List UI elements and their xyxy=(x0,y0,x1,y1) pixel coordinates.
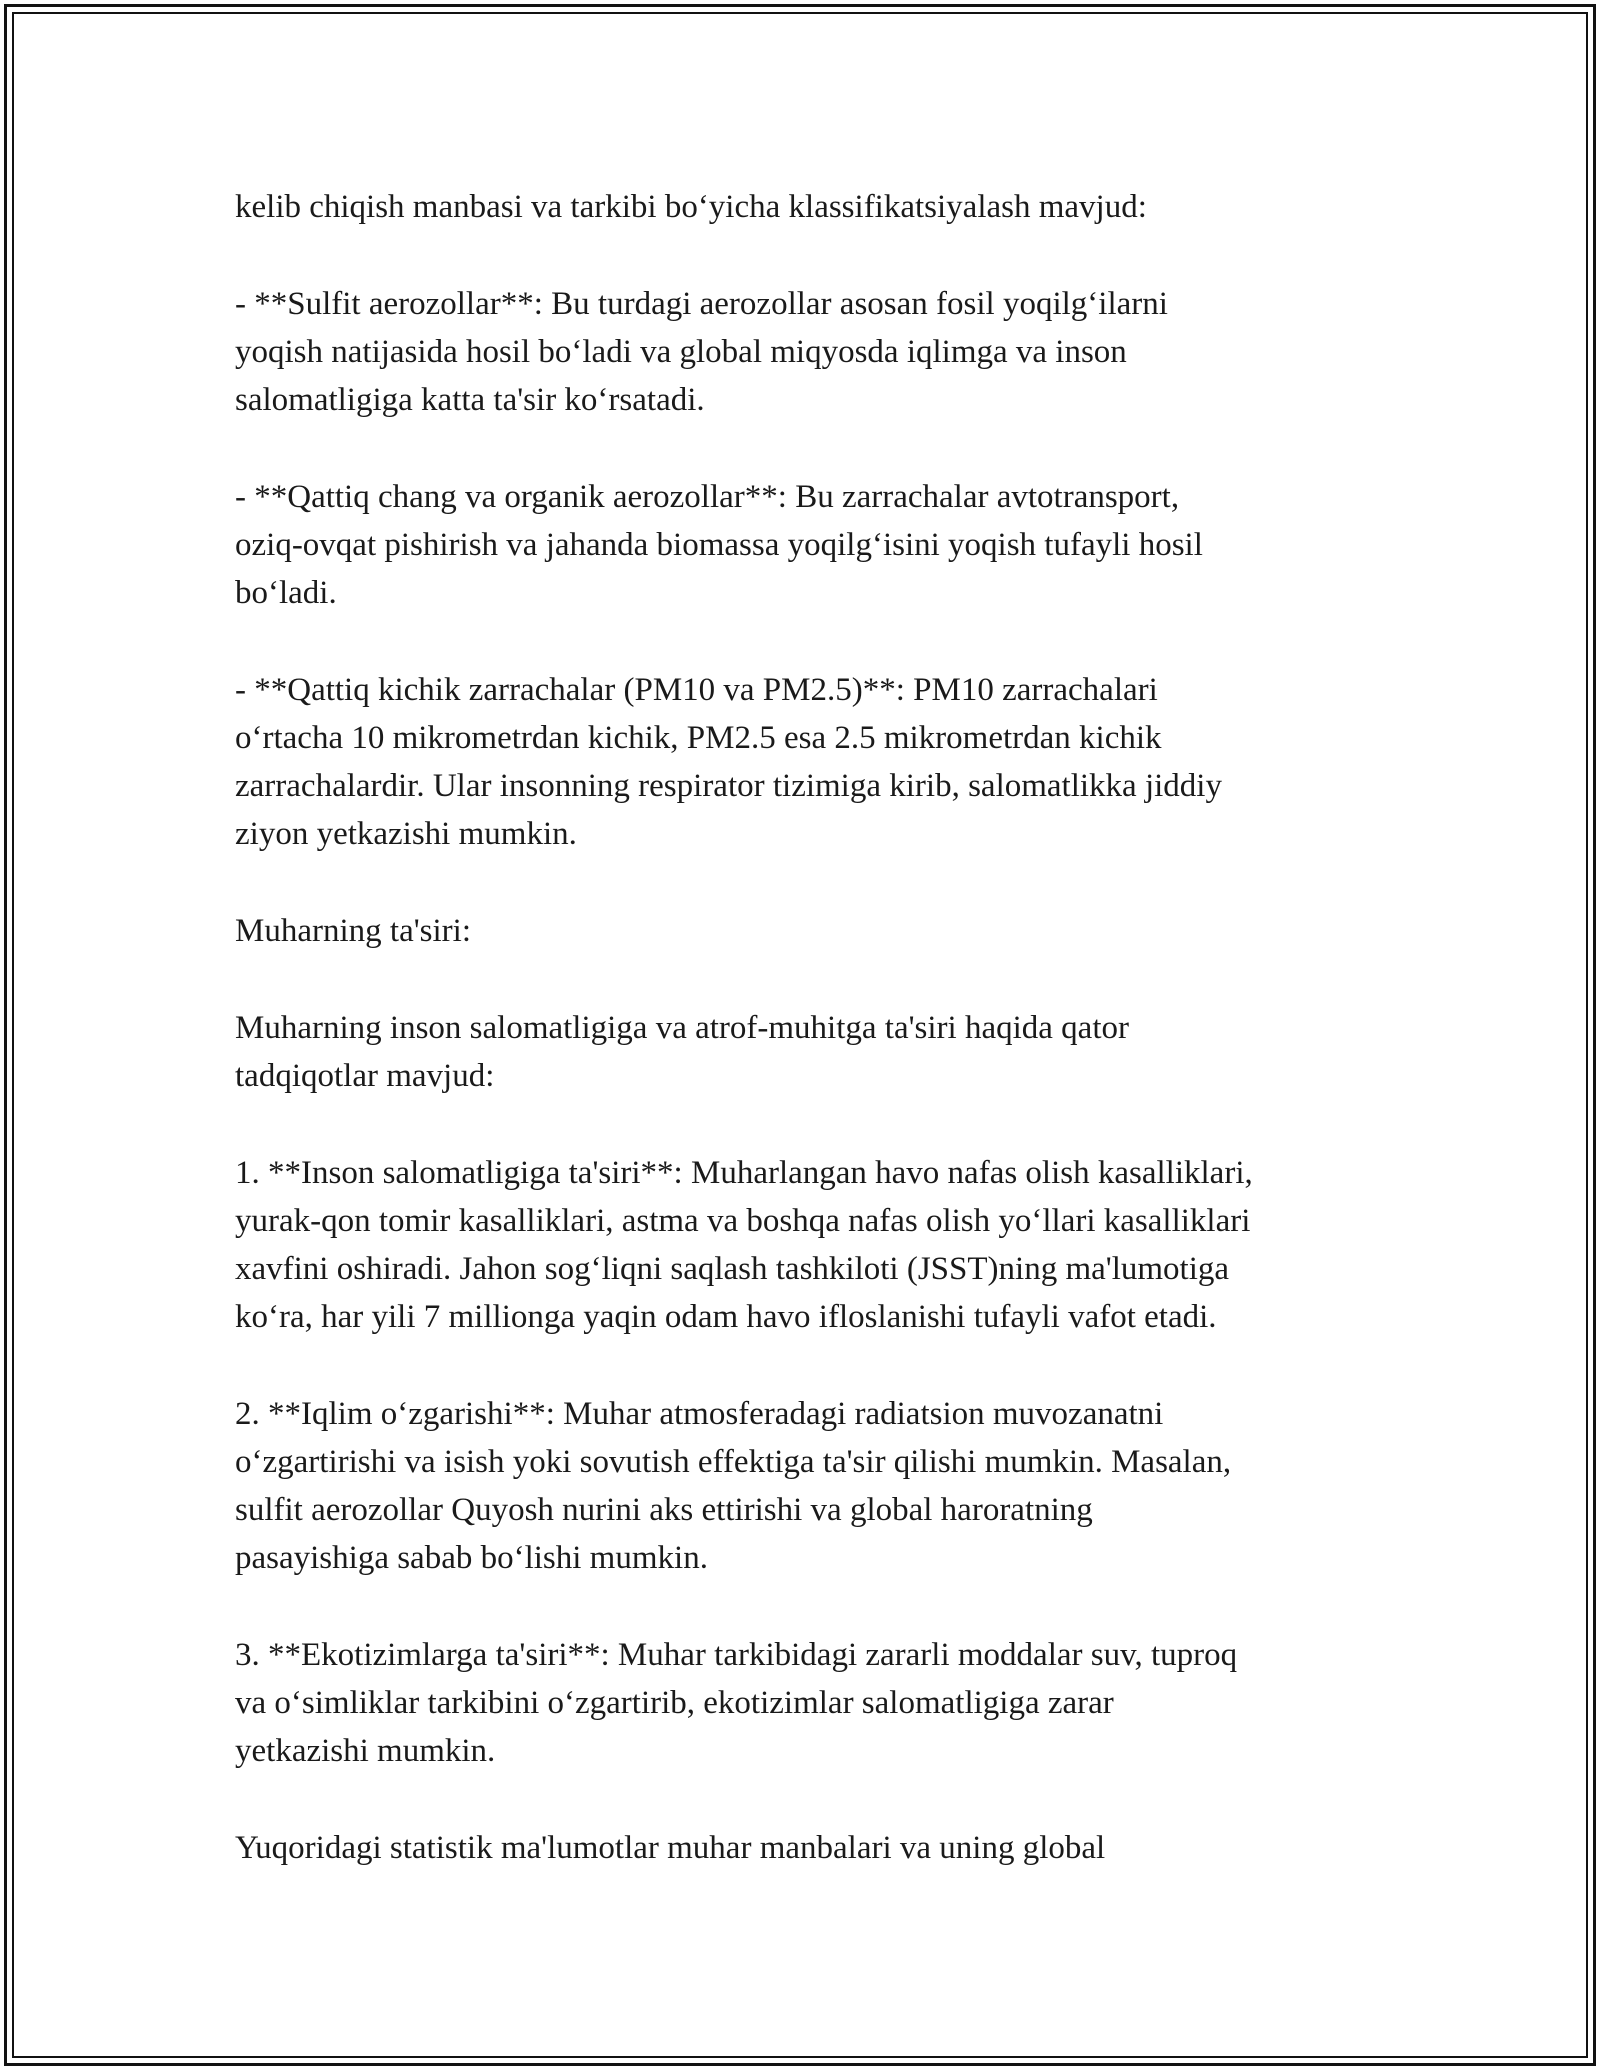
list-item-health-impact: 1. **Inson salomatligiga ta'siri**: Muharlangan havo nafas olish kasalliklari, yurak-qon tomir kasalliklari, astma va boshqa nafas olish yo‘llari kasalliklari xavfini oshiradi. Jahon sog‘liqni saqlash tashkiloti (JSST)ning ma'lumotiga ko‘ra, har yili 7 millionga yaqin odam havo ifloslanishi tufayli vafot etadi. xyxy=(235,1155,1253,1335)
paragraph-impact-intro: Muharning inson salomatligiga va atrof-muhitga ta'siri haqida qator tadqiqotlar mavjud: xyxy=(235,1010,1129,1094)
paragraph-qattiq-chang: - **Qattiq chang va organik aerozollar**: Bu zarrachalar avtotransport, oziq-ovqat pishirish va jahanda biomassa yoqilg‘isini yoqish tufayli hosil bo‘ladi. xyxy=(235,479,1203,611)
paragraph-classification-intro: kelib chiqish manbasi va tarkibi bo‘yicha klassifikatsiyalash mavjud: xyxy=(235,189,1147,225)
list-item-climate-change: 2. **Iqlim o‘zgarishi**: Muhar atmosferadagi radiatsion muvozanatni o‘zgartirishi va isish yoki sovutish effektiga ta'sir qilishi mumkin. Masalan, sulfit aerozollar Quyosh nurini aks ettirishi va global haroratning pasayishiga sabab bo‘lishi mumkin. xyxy=(235,1396,1232,1576)
paragraph-pm-particles: - **Qattiq kichik zarrachalar (PM10 va PM2.5)**: PM10 zarrachalari o‘rtacha 10 mikrometrdan kichik, PM2.5 esa 2.5 mikrometrdan kichik zarrachalardir. Ular insonning respirator tizimiga kirib, salomatlikka jiddiy ziyon yetkazishi mumkin. xyxy=(235,672,1222,852)
paragraph-sulfit-aerozollar: - **Sulfit aerozollar**: Bu turdagi aerozollar asosan fosil yoqilg‘ilarni yoqish natijasida hosil bo‘ladi va global miqyosda iqlimga va inson salomatligiga katta ta'sir ko‘rsatadi. xyxy=(235,286,1168,418)
section-heading-impact: Muharning ta'siri: xyxy=(235,913,471,949)
document-body xyxy=(235,183,1395,1872)
paragraph-conclusion: Yuqoridagi statistik ma'lumotlar muhar manbalari va uning global xyxy=(235,1830,1106,1866)
list-item-ecosystem-impact: 3. **Ekotizimlarga ta'siri**: Muhar tarkibidagi zararli moddalar suv, tuproq va o‘simliklar tarkibini o‘zgartirib, ekotizimlar salomatligiga zarar yetkazishi mumkin. xyxy=(235,1637,1238,1769)
